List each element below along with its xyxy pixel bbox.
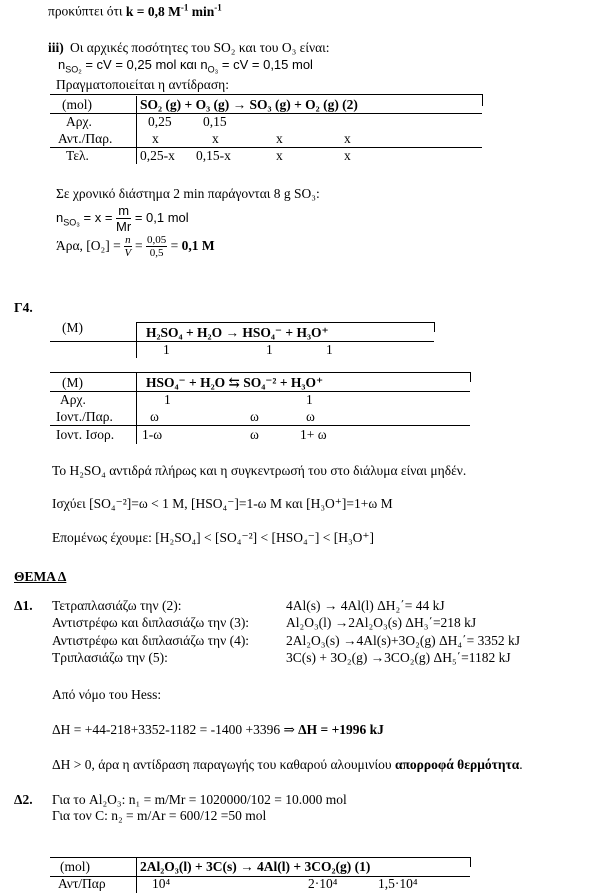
- initial-moles-eq: $n_{SO_2}$ = cV = 0,25 mol και $n_{O_3}$ = cV = 0,15 mol: [58, 57, 313, 75]
- table1-cell: x: [344, 131, 351, 146]
- d2-table-cell: 10⁴: [152, 876, 171, 891]
- g4-table2-header-rule: [50, 391, 470, 392]
- k-intro: προκύπτει ότι: [48, 3, 126, 19]
- table1-header-rule: [50, 113, 482, 114]
- g4-table2-cell: 1+ ω: [300, 427, 327, 442]
- table1-cell: x: [344, 148, 351, 163]
- g4-table2-cell: 1: [164, 392, 171, 407]
- d1-step-left: Τετραπλασιάζω την (2):: [52, 598, 182, 613]
- g4-table2-cell: 1: [306, 392, 313, 407]
- g4-table1-equation: H₂SO₄ + H₂O → HSO₄⁻ + H₃O⁺: [146, 325, 329, 340]
- d1-step-right: 2Al₂O₃(s) →4Al(s)+3O₂(g) ΔH₄΄= 3352 kJ: [286, 633, 520, 648]
- table1-cell: x: [212, 131, 219, 146]
- d1-step-left: Αντιστρέφω και διπλασιάζω την (3):: [52, 615, 250, 630]
- g4-table2-cell: ω: [150, 409, 159, 424]
- table1-cell: x: [276, 131, 283, 146]
- table1-cell: 0,15-x: [196, 148, 231, 163]
- table1-cell: x: [276, 148, 283, 163]
- table1-row-label: Αντ./Παρ.: [58, 131, 113, 146]
- o2-concentration: Άρα, [O₂] = $\frac{n}{V}$ = $\frac{0,05}{0,5}$ = 0,1 M: [56, 234, 215, 260]
- part-iii-text: Οι αρχικές ποσότητες του SO₂ και του O₃ είναι:: [70, 40, 330, 55]
- table1-cell: 0,15: [203, 114, 227, 129]
- table1-top-rule: [50, 94, 482, 95]
- d2-table-divider: [136, 857, 137, 893]
- d2-table-equation: 2Al₂O₃(l) + 3C(s) → 4Al(l) + 3CO₂(g) (1): [140, 859, 371, 874]
- g4-table1-cell: 1: [266, 342, 273, 357]
- hess-label: Από νόμο του Hess:: [52, 687, 162, 702]
- g4-table2-equation: HSO₄⁻ + H₂O ⇆ SO₄⁻² + H₃O⁺: [146, 375, 324, 390]
- d1-conclusion: ΔH > 0, άρα η αντίδραση παραγωγής του καθαρού αλουμινίου απορροφά θερμότητα.: [52, 757, 523, 772]
- d1-step-left: Αντιστρέφω και διπλασιάζω την (4):: [52, 633, 250, 648]
- g4-heading: Γ4.: [14, 300, 33, 315]
- g4-table1-right-tick: [434, 322, 435, 332]
- g4-line1: Το H₂SO₄ αντιδρά πλήρως και η συγκεντρωσή του στο διάλυμα είναι μηδέν.: [52, 463, 467, 478]
- g4-table1-top-rule: [136, 322, 434, 323]
- table1-unit: (mol): [62, 97, 92, 112]
- table1-cell: 0,25-x: [140, 148, 175, 163]
- g4-table1-rule: [50, 341, 434, 342]
- g4-table2-unit: (M): [62, 375, 83, 390]
- part-iii-label: iii): [48, 40, 64, 55]
- g4-table1-divider: [136, 322, 137, 358]
- g4-table2-cell: ω: [250, 427, 259, 442]
- d2-table-right-tick: [470, 857, 471, 867]
- g4-table2-divider: [136, 372, 137, 444]
- g4-table1-unit: (M): [62, 320, 83, 335]
- table1-cell: x: [152, 131, 159, 146]
- g4-table2-right-tick: [470, 372, 471, 382]
- table1-col-divider: [136, 96, 137, 164]
- g4-line2: Ισχύει [SO₄⁻²]=ω < 1 M, [HSO₄⁻]=1-ω M και [H₃O⁺]=1+ω M: [52, 496, 393, 511]
- table1-equation: SO₂ (g) + O₃ (g) → SO₃ (g) + O₂ (g) (2): [140, 97, 358, 112]
- table1-row-label: Τελ.: [66, 148, 89, 163]
- g4-table2-top-rule: [50, 372, 470, 373]
- d2-heading: Δ2.: [14, 792, 33, 807]
- moles-calc: $n_{SO_3} = x$ = $\frac{m}{Mr}$ = 0,1 mol: [56, 203, 189, 234]
- table1-right-tick: [482, 94, 483, 106]
- frac-denominator: Mr: [116, 219, 132, 234]
- table1-cell: 0,25: [148, 114, 172, 129]
- d1-step-right: Al₂O₃(l) →2Al₂O₃(s) ΔH₃΄=218 kJ: [286, 615, 477, 630]
- g4-table2-row-label: Αρχ.: [60, 392, 86, 407]
- d2-table-top-rule: [50, 857, 470, 858]
- reaction-intro: Πραγματοποιείται η αντίδραση:: [56, 77, 229, 92]
- g4-table1-cell: 1: [326, 342, 333, 357]
- d2-table-cell: 1,5·10⁴: [378, 876, 418, 891]
- d2-line1: Για το Al₂O₃: n₁ = m/Mr = 1020000/102 = 10.000 mol: [52, 792, 347, 807]
- k-result-line: [48, 2, 222, 20]
- g4-table2-cell: ω: [306, 409, 315, 424]
- d1-step-left: Τριπλασιάζω την (5):: [52, 650, 168, 665]
- g4-table2-cell: 1-ω: [142, 427, 163, 442]
- d1-heading: Δ1.: [14, 598, 33, 613]
- table1-row-label: Αρχ.: [66, 114, 92, 129]
- d2-table-row-label: Αντ/Παρ: [58, 876, 106, 891]
- dh-result: ΔH = +1996 kJ: [298, 722, 384, 737]
- d2-table-cell: 2·10⁴: [308, 876, 338, 891]
- g4-table2-row-rule: [50, 425, 470, 426]
- d2-line2: Για τον C: n₂ = m/Ar = 600/12 =50 mol: [52, 808, 267, 823]
- d1-step-right: 3C(s) + 3O₂(g) →3CO₂(g) ΔH₅΄=1182 kJ: [286, 650, 511, 665]
- frac-numerator: m: [116, 203, 131, 219]
- g4-table2-cell: ω: [250, 409, 259, 424]
- thema-heading: ΘΕΜΑ Δ: [14, 569, 67, 584]
- d1-step-right: 4Al(s) → 4Al(l) ΔH₂΄= 44 kJ: [286, 598, 445, 613]
- dh-calc: ΔH = +44-218+3352-1182 = -1400 +3396 ⇒ ΔH = +1996 kJ: [52, 722, 384, 737]
- table1-row-rule: [50, 147, 482, 148]
- g4-table2-row-label: Ιοντ./Παρ.: [56, 409, 113, 424]
- time-line: Σε χρονικό διάστημα 2 min παράγονται 8 g SO₃:: [56, 186, 320, 201]
- k-value: k = 0,8 $M^{-1}$ $\min^{-1}$: [125, 2, 222, 19]
- g4-table1-cell: 1: [163, 342, 170, 357]
- g4-line3: Επομένως έχουμε: [H₂SO₄] < [SO₄⁻²] < [HSO₄⁻] < [H₃O⁺]: [52, 530, 375, 545]
- d2-table-unit: (mol): [60, 859, 90, 874]
- g4-table2-row-label: Ιοντ. Ισορ.: [56, 427, 115, 442]
